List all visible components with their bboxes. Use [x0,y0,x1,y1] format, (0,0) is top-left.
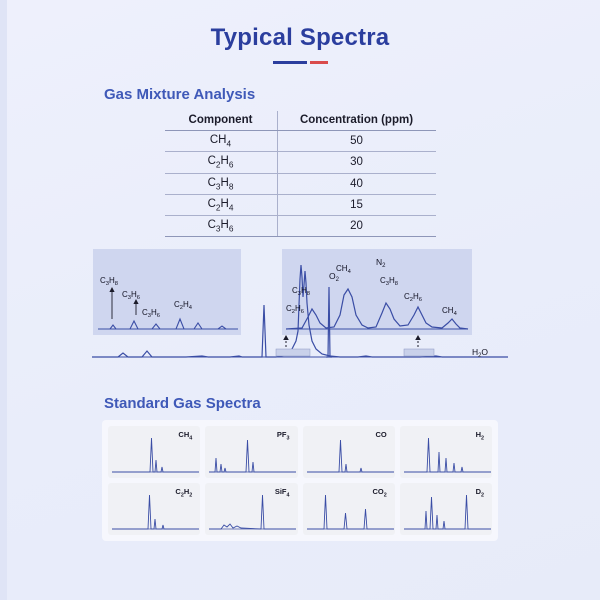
section-heading-gas-mixture-analysis: Gas Mixture Analysis [104,86,256,103]
spectrum-cell-d2 [400,483,492,535]
spectrum-cell-pf3 [205,426,297,478]
gas-mixture-table-wrap [0,111,600,237]
spectrum-label-co2: $CO_2$ [372,487,387,499]
title-underline-blue [273,61,307,64]
cell-concentration: 20 [277,216,436,237]
peak-label-N2: $N_2$ [376,257,386,270]
title-underline-red [310,61,328,64]
spectrum-cell-h2 [400,426,492,478]
table-row [165,173,436,194]
right-label-CH4: $CH_4$ [336,264,351,276]
left-callout-arrow [283,335,289,340]
table-row [165,194,436,215]
right-callout-arrow [415,335,421,340]
right-label-C3H8-b: $C_3H_8$ [380,276,399,288]
right-label-C2H6-a: $C_2H_6$ [286,304,305,316]
spectrum-label-c2h2: $C_2H_2$ [175,487,193,499]
cell-component: $C_2H_4$ [165,194,278,215]
spectrum-label-ch4: $CH_4$ [178,430,193,442]
spectrum-cell-c2h2 [108,483,200,535]
title-underline [0,61,600,64]
right-label-CH4-b: $CH_4$ [442,306,457,318]
cell-concentration: 50 [277,131,436,152]
peak-label-O2: $O_2$ [329,271,339,284]
spectrum-cell-co2 [303,483,395,535]
right-source-region [404,349,434,356]
standard-gas-spectra-panel [102,420,498,541]
left-label-C3H6-b: $C_3H_6$ [142,308,161,320]
left-inset-background [93,249,241,335]
bottom-spacer [0,541,600,559]
spectrum-cell-sif4 [205,483,297,535]
left-label-C2H4: $C_2H_4$ [174,300,193,312]
cell-concentration: 15 [277,194,436,215]
table-row [165,131,436,152]
table-row [165,216,436,237]
chromatogram-svg [90,245,510,375]
left-label-C3H6-a: $C_3H_6$ [122,290,141,302]
spectrum-label-d2: $D_2$ [475,487,484,499]
spectrum-cell-ch4 [108,426,200,478]
spectrum-label-h2: $H_2$ [475,430,484,442]
left-source-region [276,349,310,356]
page-title: Typical Spectra [210,24,390,51]
spectrum-label-sif4: SiF$_4$ [274,487,290,499]
cell-component: $C_2H_6$ [165,152,278,173]
gas-mixture-chromatogram-figure [90,245,510,375]
cell-component: $CH_4$ [165,131,278,152]
spectrum-label-pf3: $PF_3$ [276,430,290,442]
table-header-concentration: Concentration (ppm) [277,111,436,131]
table-body [165,131,436,237]
table-header-row [165,111,436,131]
spectrum-cell-co [303,426,395,478]
table-header-component: Component [165,111,278,131]
table-row [165,152,436,173]
cell-concentration: 30 [277,152,436,173]
spectrum-label-co: CO [375,430,387,440]
cell-component: $C_3H_6$ [165,216,278,237]
right-label-C2H6-b: $C_2H_6$ [404,292,423,304]
left-label-C3H8: $C_3H_8$ [100,276,119,288]
section-heading-standard-gas-spectra: Standard Gas Spectra [104,395,261,413]
left-accent-strip [0,0,7,600]
right-label-C3H8-a: $C_3H_8$ [292,286,311,298]
standard-gas-spectra-grid [108,426,492,535]
gas-mixture-table [165,111,436,237]
cell-component: $C_3H_8$ [165,173,278,194]
cell-concentration: 40 [277,173,436,194]
peak-label-H2O: $H_2O$ [471,347,489,360]
